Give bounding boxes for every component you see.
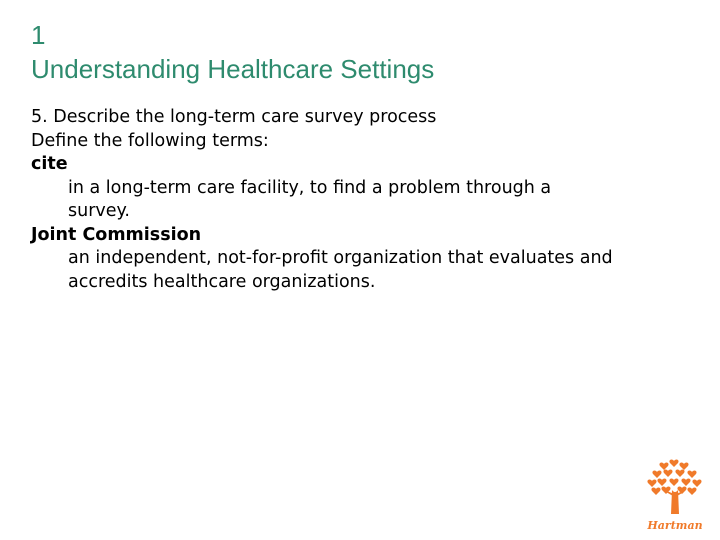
term-cite: cite — [31, 154, 68, 174]
definition-line: in a long-term care facility, to find a problem through a — [68, 177, 552, 198]
hartman-logo — [644, 456, 706, 534]
term-joint-commission: Joint Commission — [31, 224, 202, 245]
objective-text: 5. Describe the long-term care survey process — [31, 107, 437, 127]
slide-content — [31, 106, 701, 294]
slide-title — [31, 18, 434, 86]
logo-wordmark: Hartman — [647, 519, 703, 532]
chapter-title: Understanding Healthcare Settings — [31, 54, 435, 84]
intro-text: Define the following terms: — [31, 130, 269, 151]
slide-number: 1 — [31, 20, 46, 50]
definition-line: an independent, not-for-profit organization that evaluates and — [68, 248, 613, 268]
definition-line: accredits healthcare organizations. — [68, 271, 376, 292]
definition-line: survey. — [68, 201, 130, 221]
heart-tree-logo-icon — [644, 456, 706, 534]
definition-joint-commission — [31, 247, 701, 294]
definition-cite — [31, 177, 701, 224]
